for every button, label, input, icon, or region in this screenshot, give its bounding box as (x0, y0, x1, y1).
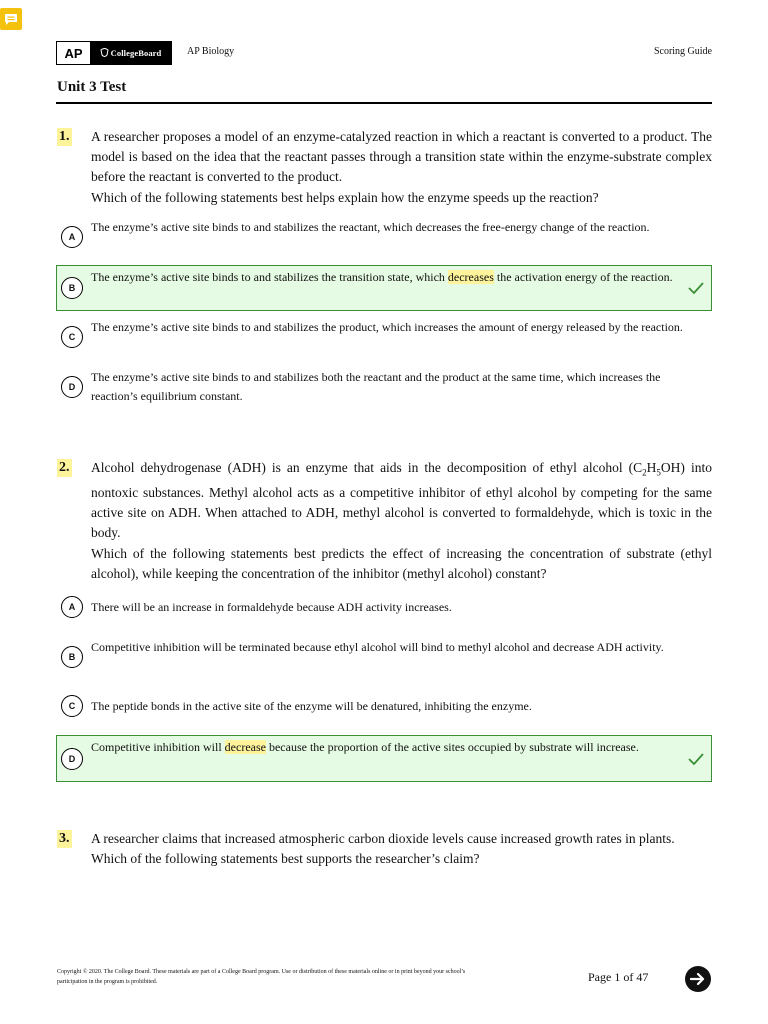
question-number: 1. (59, 129, 70, 144)
subscript: 2 (642, 467, 647, 478)
answer-choice[interactable] (56, 366, 712, 408)
choice-letter-a[interactable]: A (61, 226, 83, 248)
choice-text: There will be an increase in formaldehyde because ADH activity increases. (91, 600, 452, 614)
choice-text: The enzyme’s active site binds to and stabilizes both the reactant and the product at the same time, which increases the reaction’s equilibrium constant. (91, 370, 661, 403)
comment-icon[interactable] (0, 8, 22, 30)
choice-letter-d[interactable]: D (61, 376, 83, 398)
question-stem: A researcher claims that increased atmospheric carbon dioxide levels cause increased growth rates in plants. (91, 831, 675, 846)
choice-text-pre: Competitive inhibition will (91, 740, 225, 754)
question-stem: A researcher proposes a model of an enzyme-catalyzed reaction in which a reactant is converted to a product. The model is based on the idea that the reactant passes through a transition state within the enzyme-substrate complex before the reactant is converted to the product. (91, 129, 712, 185)
subscript: 5 (656, 467, 661, 478)
stem-part: H (646, 460, 657, 475)
choice-letter-b[interactable]: B (61, 646, 83, 668)
page-number: Page 1 of 47 (588, 970, 649, 984)
checkmark-icon (687, 281, 705, 295)
choice-letter-c[interactable]: C (61, 326, 83, 348)
arrow-right-icon (690, 972, 706, 986)
answer-choice[interactable] (56, 596, 712, 618)
subject-label: AP Biology (187, 46, 235, 57)
choice-text-pre: The enzyme’s active site binds to and stabilizes the transition state, which (91, 270, 448, 284)
choice-letter-a[interactable]: A (61, 596, 83, 618)
answer-choice[interactable] (56, 316, 712, 358)
logo-brand (90, 42, 171, 64)
logo-ap-text: AP (57, 42, 90, 64)
choice-text: The peptide bonds in the active site of the enzyme will be denatured, inhibiting the enzyme. (91, 699, 532, 713)
scoring-guide-label: Scoring Guide (653, 46, 712, 57)
question-prompt: Which of the following statements best supports the researcher’s claim? (91, 851, 480, 867)
highlighted-word: decreases (447, 270, 494, 284)
choice-text: The enzyme’s active site binds to and stabilizes the product, which increases the amount of energy released by the reaction. (91, 320, 683, 334)
question-prompt: Which of the following statements best predicts the effect of increasing the concentration of substrate (ethyl alcohol), while keeping the concentration of the inhibitor (methyl alcohol) constant? (91, 545, 712, 581)
copyright-notice: Copyright © 2020. The College Board. These materials are part of a College Board program. Use or distribution of these materials online or in print beyond your school’s participation in the program is prohibited. (57, 969, 466, 985)
highlighted-word: decrease (224, 740, 266, 754)
question-text (91, 829, 712, 869)
question-text (91, 458, 712, 584)
choice-text: The enzyme’s active site binds to and stabilizes the reactant, which decreases the free-energy change of the reaction. (91, 220, 650, 234)
choice-letter-b[interactable]: B (61, 277, 83, 299)
stem-part: Alcohol dehydrogenase (ADH) is an enzyme that aids in the decomposition of ethyl alcohol (C (91, 460, 643, 475)
answer-choice[interactable] (56, 216, 712, 258)
choice-text-post: the activation energy of the reaction. (493, 270, 673, 284)
choice-text-post: because the proportion of the active sites occupied by substrate will increase. (265, 740, 639, 754)
question-stem (91, 458, 712, 544)
stem-part: OH) (660, 460, 685, 475)
answer-choice-correct[interactable] (56, 735, 712, 782)
page-header (56, 41, 712, 65)
checkmark-icon (687, 752, 705, 766)
acorn-icon (100, 48, 109, 58)
next-page-button[interactable] (685, 966, 711, 992)
ap-collegeboard-logo (56, 41, 172, 65)
question-text (91, 127, 712, 208)
question-number: 2. (59, 460, 70, 475)
answer-choice-correct[interactable] (56, 265, 712, 311)
answer-choice[interactable] (56, 695, 712, 717)
page-title: Unit 3 Test (57, 79, 127, 95)
stem-part: into nontoxic substances. Methyl alcohol acts as a competitive inhibitor of ethyl alcohol by competing for the same active site on ADH. When attached to ADH, methyl alcohol is converted to formaldehyde, which is toxic in the body. (91, 460, 712, 541)
choice-text (91, 738, 679, 757)
choice-text: Competitive inhibition will be terminated because ethyl alcohol will bind to methyl alcohol and decrease ADH activity. (91, 640, 664, 654)
answer-choice[interactable] (56, 636, 712, 678)
question-number: 3. (59, 831, 70, 846)
logo-brand-text: CollegeBoard (110, 48, 162, 58)
title-divider (56, 102, 712, 104)
question-prompt: Which of the following statements best helps explain how the enzyme speeds up the reaction? (91, 189, 599, 205)
choice-letter-d[interactable]: D (61, 748, 83, 770)
choice-text (91, 268, 679, 287)
choice-letter-c[interactable]: C (61, 695, 83, 717)
